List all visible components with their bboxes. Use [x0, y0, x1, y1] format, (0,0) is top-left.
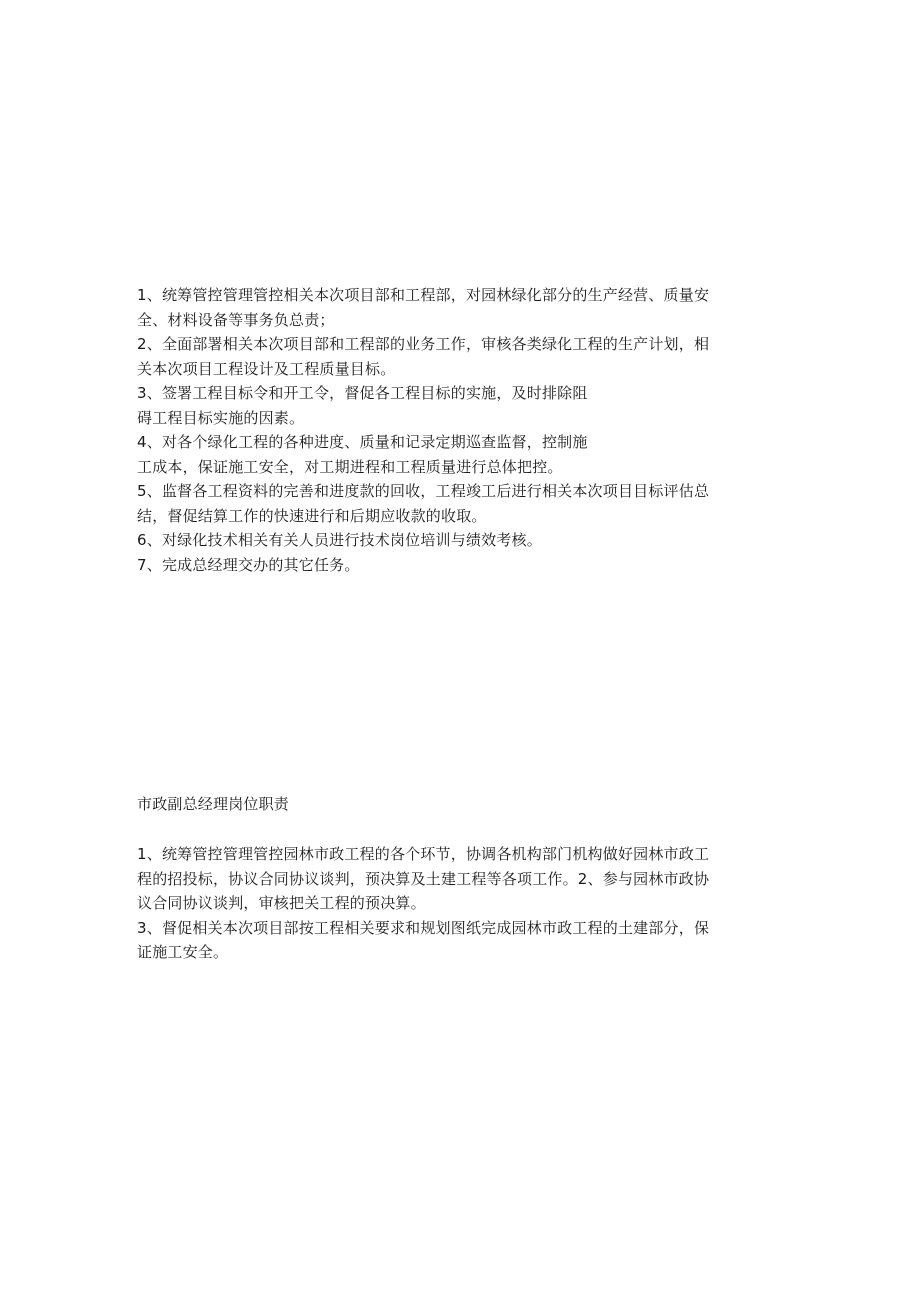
duty-line: 程的招投标，协议合同协议谈判，预决算及土建工程等各项工作。2、参与园林市政协 [137, 869, 710, 888]
duty-line: 3、督促相关本次项目部按工程相关要求和规划图纸完成园林市政工程的土建部分，保 [137, 918, 710, 937]
duty-line: 3、签署工程目标令和开工令，督促各工程目标的实施，及时排除阻 [137, 384, 588, 402]
duty-line: 1、统筹管控管理管控相关本次项目部和工程部，对园林绿化部分的生产经营、质量安 [137, 286, 710, 304]
general-duties-list [137, 283, 777, 577]
duty-line: 5、监督各工程资料的完善和进度款的回收，工程竣工后进行相关本次项目目标评估总 [137, 482, 710, 500]
duty-line: 结，督促结算工作的快速进行和后期应收款的收取。 [137, 506, 487, 525]
duty-line: 7、完成总经理交办的其它任务。 [137, 555, 360, 574]
duty-line: 工成本，保证施工安全，对工期进程和工程质量进行总体把控。 [137, 457, 563, 476]
duty-line: 6、对绿化技术相关有关人员进行技术岗位培训与绩效考核。 [137, 531, 542, 549]
duty-line: 4、对各个绿化工程的各种进度、质量和记录定期巡查监督，控制施 [137, 433, 588, 451]
duty-line: 1、统筹管控管理管控园林市政工程的各个环节，协调各机构部门机构做好园林市政工 [137, 845, 710, 863]
municipal-duties-list [137, 842, 777, 965]
duty-line: 碍工程目标实施的因素。 [137, 408, 305, 427]
duty-line: 2、全面部署相关本次项目部和工程部的业务工作，审核各类绿化工程的生产计划，相 [137, 335, 710, 353]
duty-line: 议合同协议谈判，审核把关工程的预决算。 [137, 894, 426, 912]
section-title: 市政副总经理岗位职责 [137, 795, 290, 813]
duty-line: 全、材料设备等事务负总责； [137, 310, 335, 329]
duty-line: 关本次项目工程设计及工程质量目标。 [137, 359, 396, 378]
duty-line: 证施工安全。 [137, 943, 229, 961]
